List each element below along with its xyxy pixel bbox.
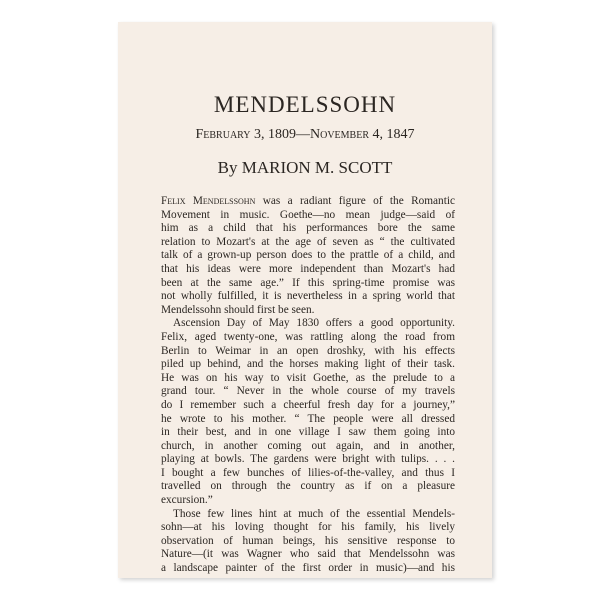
paragraph-3-line: Those few lines hint at much of the essential Mendels-: [173, 507, 455, 520]
document-title: MENDELSSOHN: [213, 92, 397, 117]
document-page: [118, 22, 492, 578]
paragraph-3-line: sohn—at his loving thought for his family, his lively: [161, 521, 455, 534]
paragraph-2-line: Ascension Day of May 1830 offers a good opportunity.: [173, 317, 455, 330]
paragraph-3-line: observation of human beings, his sensitive response to: [161, 534, 455, 547]
paragraph-3-line: a landscape painter of the first order in music)—and his: [161, 562, 455, 575]
paragraph-1-line: him as a child that his performances bore the same: [161, 222, 455, 235]
paragraph-1-line: Mendelssohn should first be seen.: [161, 303, 315, 316]
paragraph-2-line: playing at bowls. The gardens were bright with tulips. . . .: [161, 453, 455, 466]
document-body: [161, 195, 455, 576]
paragraph-1-line: relation to Mozart's at the age of seven as “ the cultivated: [161, 235, 455, 248]
document-byline: By MARION M. SCOTT: [217, 158, 393, 177]
paragraph-2-line: Berlin to Weimar in an open droshky, with his effects: [161, 344, 455, 357]
paragraph-2-line: he wrote to his mother. “ The people were all dressed: [161, 412, 455, 425]
paragraph-2-line: excursion.”: [161, 494, 213, 507]
paragraph-1-line: not wholly fulfilled, it is nevertheless in a spring world that: [161, 290, 455, 303]
paragraph-2-line: church, in another coming out again, and in another,: [161, 439, 455, 452]
paragraph-1-line: [161, 195, 455, 209]
paragraph-1-line: been at the same age.” If this spring-time promise was: [161, 276, 455, 289]
paragraph-2-line: in their best, and in one village I saw them going into: [161, 426, 455, 439]
paragraph-1-line: talk of a grown-up person does to the prattle of a child, and: [161, 249, 455, 262]
paragraph-1-line: Movement in music. Goethe—no mean judge—said of: [161, 208, 455, 221]
paragraph-1-lead: Felix Mendelssohn: [161, 195, 256, 207]
paragraph-2-line: travelled on through the country as if on a pleasure: [161, 480, 455, 493]
paragraph-2-line: He was on his way to visit Goethe, as the prelude to a: [161, 371, 455, 384]
paragraph-2-line: Felix, aged twenty-one, was rattling along the road from: [161, 330, 455, 343]
paragraph-2-line: I bought a few bunches of lilies-of-the-valley, and thus I: [161, 466, 455, 479]
paragraph-2-line: piled up behind, and the horses making light of their task.: [161, 358, 455, 371]
paragraph-2-line: grand tour. “ Never in the whole course of my travels: [161, 385, 455, 398]
paragraph-2-line: do I remember such a cheerful fresh day for a journey,”: [161, 398, 455, 411]
paragraph-3-line: Nature—(it was Wagner who said that Mendelssohn was: [161, 548, 455, 561]
document-dates: February 3, 1809—November 4, 1847: [195, 127, 415, 142]
paragraph-1-line: that his ideas were more independent than Mozart's had: [161, 262, 455, 275]
paragraph-1-line-text: was a radiant figure of the Romantic: [255, 195, 455, 207]
